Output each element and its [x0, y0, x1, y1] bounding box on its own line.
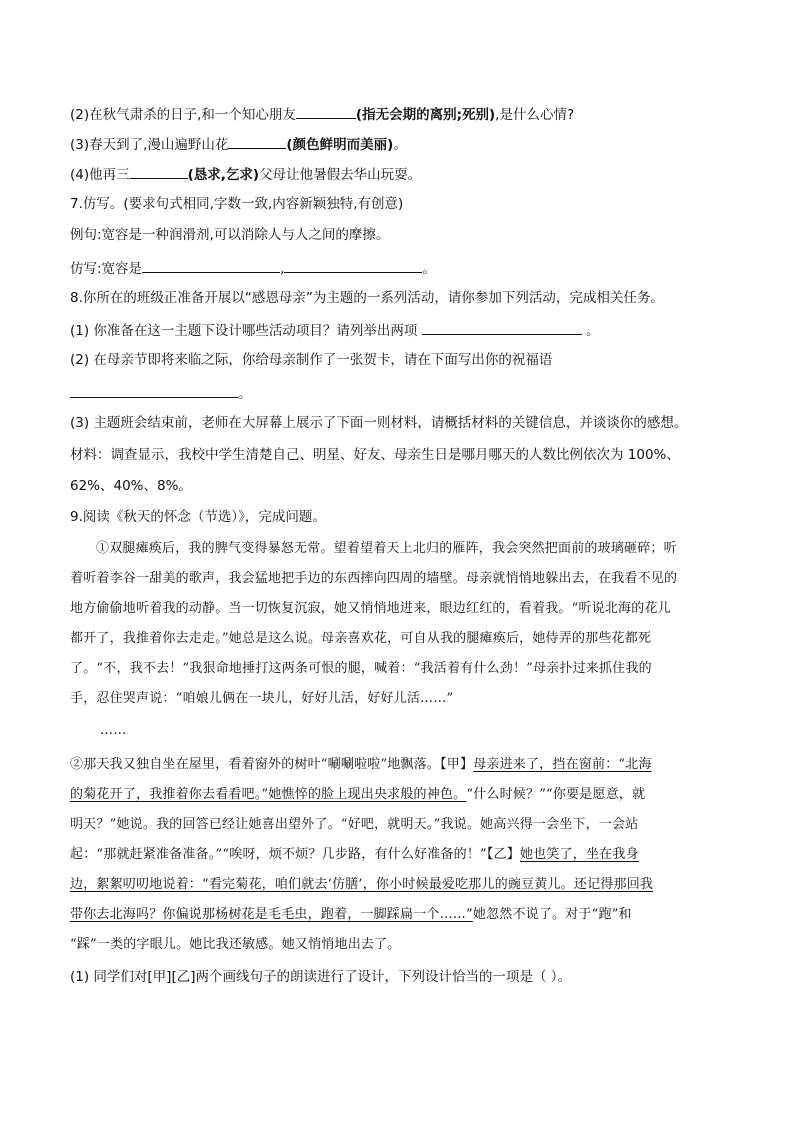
- q6-item-4: [70, 164, 421, 184]
- q8-item-2: (2) 在母亲节即将来临之际，你给母亲制作了一张贺卡，请在下面写出你的祝福语: [70, 352, 553, 368]
- passage-p1-line: 手，忍住哭声说：“咱娘儿俩在一块儿，好好儿活，好好儿活……”: [70, 691, 454, 706]
- passage-p1-line: 着听着李谷一甜美的歌声，我会猛地把手边的东西摔向四周的墙壁。母亲就悄悄地躲出去，在我看不见的: [70, 571, 678, 586]
- underlined-sentence-jia: 的菊花开了，我推着你去看看吧。”她憔悴的脸上现出央求般的神色。: [70, 787, 467, 802]
- q6-item3-text: (3)春天到了,漫山遍野山花: [70, 137, 229, 153]
- q6-item-3: [70, 134, 407, 154]
- q9-sub-1: (1) 同学们对[甲][乙]两个画线句子的朗读进行了设计，下列设计恰当的一项是（ ）。: [70, 969, 572, 985]
- q6-item-2: [70, 104, 574, 124]
- q7-example: 例句:宽容是一种润滑剂,可以消除人与人之间的摩擦。: [70, 227, 390, 243]
- passage-p2-line: [70, 846, 724, 864]
- answer-blank[interactable]: [296, 104, 356, 119]
- answer-blank[interactable]: [284, 258, 422, 273]
- passage-p1-line: 了。“不，我不去！”我狠命地捶打这两条可恨的腿，喊着：“我活着有什么劲！”母亲扑过来抓住我的: [70, 661, 652, 676]
- q7-end: 。: [422, 261, 436, 277]
- underlined-sentence-jia: 母亲进来了，挡在窗前：“北海: [473, 757, 652, 772]
- q6-item3-hint: (颜色鲜明而美丽): [286, 137, 394, 153]
- passage-text: “什么时候？”“你要是愿意，就: [466, 787, 646, 802]
- passage-ellipsis: ……: [100, 723, 127, 738]
- q6-item2-text: (2)在秋气肃杀的日子,和一个知心朋友: [70, 107, 296, 123]
- passage-text: 她忽然不说了。对于“跑”和: [472, 907, 632, 922]
- answer-blank[interactable]: [70, 383, 238, 398]
- passage-text: 起：“那就赶紧准备准备。”“唉呀，烦不烦？几步路，有什么好准备的！”【乙】: [70, 847, 520, 862]
- passage-p2-line: 明天？”她说。我的回答已经让她喜出望外了。“好吧，就明天。”我说。她高兴得一会坐下，一会站: [70, 817, 639, 832]
- q8-material-line-1: 材料：调查显示，我校中学生清楚自己、明星、好友、母亲生日是哪月哪天的人数比例依次为 100%、: [70, 447, 680, 463]
- passage-p2-line: [70, 906, 724, 924]
- passage-p2-line: [70, 876, 724, 894]
- q8-material-line-2: 62%、40%、8%。: [70, 478, 192, 494]
- q8-item1-text: (1) 你准备在这一主题下设计哪些活动项目？请列举出两项: [70, 323, 418, 339]
- q6-item4-text: (4)他再三: [70, 167, 130, 183]
- q7-imitate-label: 仿写:宽容是: [70, 261, 143, 277]
- answer-blank[interactable]: [130, 164, 188, 179]
- q8-item2-end: 。: [238, 386, 252, 402]
- underlined-sentence-yi: 边，絮絮叨叨地说着：“看完菊花，咱们就去‘仿膳’，你小时候最爱吃那儿的豌豆黄儿。还记得那回我: [70, 877, 654, 892]
- answer-blank[interactable]: [142, 258, 280, 273]
- q7-comma: ,: [280, 261, 285, 277]
- q8-item-3: (3) 主题班会结束前，老师在大屏幕上展示了下面一则材料，请概括材料的关键信息，并谈谈你的感想。: [70, 415, 688, 431]
- q7-title: 7.仿写。(要求句式相同,字数一致,内容新颖独特,有创意): [70, 196, 404, 212]
- passage-p2-line: “踩”一类的字眼儿。她比我还敏感。她又悄悄地出去了。: [70, 937, 401, 952]
- underlined-sentence-yi: 她也笑了，坐在我身: [519, 847, 639, 862]
- passage-p2-line: [70, 786, 724, 804]
- q9-title: 9.阅读《秋天的怀念（节选）》，完成问题。: [70, 509, 326, 525]
- q8-title: 8.你所在的班级正准备开展以“感恩母亲”为主题的一系列活动，请你参加下列活动，完成相关任务。: [70, 290, 664, 306]
- q6-item2-post: ,是什么心情?: [495, 107, 575, 123]
- q6-item3-post: 。: [393, 137, 407, 153]
- passage-text: ②那天我又独自坐在屋里，看着窗外的树叶“唰唰啦啦”地飘落。【甲】: [70, 757, 474, 772]
- answer-blank[interactable]: [422, 320, 582, 335]
- passage-p1-line: ①双腿瘫痪后，我的脾气变得暴怒无常。望着望着天上北归的雁阵，我会突然把面前的玻璃砸碎；听: [96, 541, 677, 556]
- passage-p1-line: 地方偷偷地听着我的动静。当一切恢复沉寂，她又悄悄地进来，眼边红红的，看着我。“听说北海的花儿: [70, 601, 671, 616]
- underlined-sentence-yi: 带你去北海吗？你偏说那杨树花是毛毛虫，跑着，一脚踩扁一个……”: [70, 907, 473, 922]
- q8-item-2-answer: [70, 383, 252, 403]
- q6-item4-post: 父母让他暑假去华山玩耍。: [259, 167, 422, 183]
- answer-blank[interactable]: [228, 134, 286, 149]
- q6-item4-hint: (恳求,乞求): [187, 167, 260, 183]
- q6-item2-hint: (指无会期的离别;死别): [355, 107, 496, 123]
- q8-item-1: [70, 320, 600, 340]
- passage-p1-line: 都开了，我推着你去走走。”她总是这么说。母亲喜欢花，可自从我的腿瘫痪后，她侍弄的那些花都死: [70, 631, 652, 646]
- q8-item1-end: 。: [586, 323, 600, 339]
- q7-imitate: [70, 258, 436, 278]
- passage-p2-line: [70, 756, 724, 774]
